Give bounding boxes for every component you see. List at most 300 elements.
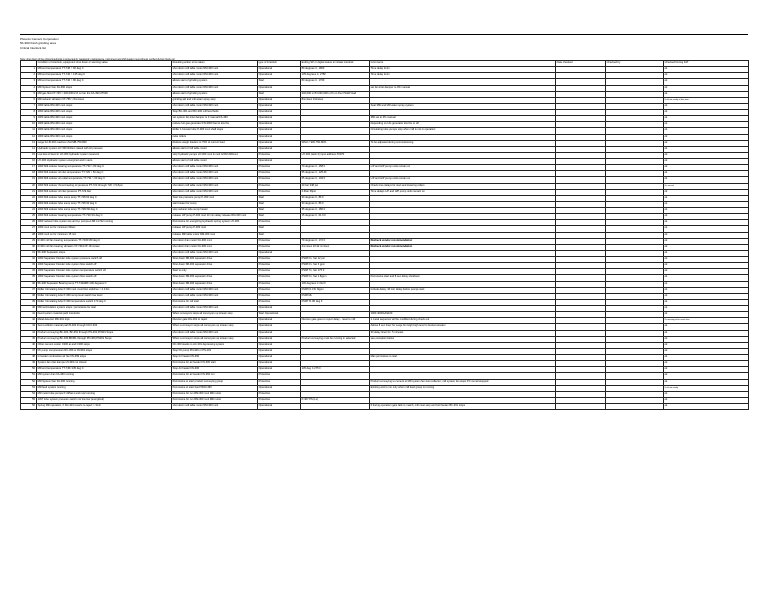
row-number[interactable]: 21 (21, 189, 37, 195)
action-cell[interactable]: Stop BC-301 and BC-300 mill feed belts (172, 110, 258, 116)
type-cell[interactable]: Protective (258, 287, 301, 293)
condition-cell[interactable]: surge bin B-302 reaches LSH MB-750-800 (37, 140, 172, 146)
action-cell[interactable]: set system fan inlet damper to 0 manual FA-360 (172, 116, 258, 122)
column-header[interactable]: type of interlock (258, 61, 301, 67)
type-cell[interactable]: Protective (258, 281, 301, 287)
condition-cell[interactable]: 1000 Mill reducer bearing temperature TT-733<16 deg C (37, 214, 172, 220)
action-cell[interactable]: shut down mill table motor RM-300 mo1 (172, 183, 258, 189)
fat-cell[interactable]: ok (664, 159, 749, 165)
type-cell[interactable]: Operational (258, 250, 301, 256)
type-cell[interactable]: Start (258, 195, 301, 201)
date-checked-cell[interactable] (556, 404, 606, 410)
row-number[interactable]: 53 (21, 385, 37, 391)
action-cell[interactable]: Stop for heater FN-300 (172, 355, 258, 361)
action-cell[interactable]: Start to only (172, 269, 258, 275)
type-cell[interactable]: Operational (258, 367, 301, 373)
condition-cell[interactable]: Metal detector MD-301 trips (37, 318, 172, 324)
row-number[interactable]: 48 (21, 355, 37, 361)
type-cell[interactable]: Operational (258, 128, 301, 134)
action-cell[interactable]: allows start of grinding system (172, 79, 258, 85)
condition-cell[interactable]: Other cement cooler C300 at and C300 stops (37, 342, 172, 348)
comments-cell[interactable]: Allows 8 sec timer for surge bin High-high level to buckel elevator (370, 324, 556, 330)
action-cell[interactable]: release Mill table motor RM-300 mo1 (172, 232, 258, 238)
setpoint-cell[interactable]: Diverter gate goes to reject delay - reset to mill (301, 318, 370, 324)
setpoint-cell[interactable]: FS08 ML (301, 293, 370, 299)
action-cell[interactable]: Shut down SB-300 separator drive (172, 275, 258, 281)
row-number[interactable]: 7 (21, 103, 37, 109)
setpoint-cell[interactable] (301, 404, 370, 410)
type-cell[interactable]: Start (258, 226, 301, 232)
fat-cell[interactable]: ok (664, 355, 749, 361)
row-number[interactable]: 56 (21, 404, 37, 410)
action-cell[interactable]: shut down mill table motor RM-300 mo1 (172, 103, 258, 109)
row-number[interactable]: 51 (21, 373, 37, 379)
row-number[interactable]: 16 (21, 159, 37, 165)
type-cell[interactable]: Protective (258, 165, 301, 171)
action-cell[interactable]: Shut down SB-300 separator drive (172, 257, 258, 263)
condition-cell[interactable]: 1000 table RM-300 mo1 stops (37, 103, 172, 109)
action-cell[interactable]: shut down mill table motor RM-300 mo1 (172, 67, 258, 73)
type-cell[interactable]: Protective (258, 293, 301, 299)
comments-cell[interactable]: Time delays L/P and H/P pump units remain on (370, 189, 556, 195)
fat-cell[interactable]: ok (664, 208, 749, 214)
type-cell[interactable]: Operational (258, 324, 301, 330)
fat-cell[interactable]: ok (664, 128, 749, 134)
setpoint-cell[interactable]: 4mm/sec 23.32 mm/sec (301, 244, 370, 250)
action-cell[interactable]: shut down mill table motor RM-300 mo1 (172, 404, 258, 410)
condition-cell[interactable]: Spring Mill operation, if DG-301 reverts to reject > 3min (37, 404, 172, 410)
type-cell[interactable]: Operational (258, 103, 301, 109)
comments-cell[interactable]: L/P and H/P pump units remain on (370, 165, 556, 171)
column-header[interactable]: Comments (370, 61, 556, 67)
fat-cell[interactable]: ok (664, 85, 749, 91)
comments-cell[interactable]: see exception below (370, 336, 556, 342)
row-number[interactable]: 2 (21, 73, 37, 79)
row-number[interactable]: 43 (21, 324, 37, 330)
row-number[interactable]: 29 (21, 238, 37, 244)
fat-cell[interactable]: ok (664, 293, 749, 299)
type-cell[interactable]: Operational (258, 85, 301, 91)
condition-cell[interactable]: 1000 Mill reducer thrust bearing oil pressure PT-722 through 726 <74.8psi (37, 183, 172, 189)
condition-cell[interactable]: 1000 mo1 on for minimum 60sec (37, 226, 172, 232)
row-number[interactable]: 22 (21, 195, 37, 201)
action-cell[interactable]: Shut down SB-300 separator drive (172, 263, 258, 269)
fat-cell[interactable]: ok (664, 226, 749, 232)
action-cell[interactable]: When conveyors stops all conveyors up stream stop (172, 312, 258, 318)
comments-cell[interactable]: Product conveying to cement to Mill system fan dust collector; mill system fan stops PC remail stopped (370, 379, 556, 385)
condition-cell[interactable]: 1000 Mill reducer lube sump temp TT-728<60 deg C (37, 208, 172, 214)
comments-cell[interactable]: Seal 380 and Mill water spray system (370, 103, 556, 109)
setpoint-cell[interactable]: 15 degrees C, 61.6 F (301, 214, 370, 220)
condition-cell[interactable]: 1000 Separator Flender lube system flow switch off (37, 263, 172, 269)
setpoint-cell[interactable]: WSH = 900-750-80% (301, 140, 370, 146)
row-number[interactable]: 1 (21, 67, 37, 73)
fat-cell[interactable]: ok (664, 134, 749, 140)
action-cell[interactable]: shut down mill table motor RM-300 mo1 (172, 306, 258, 312)
action-cell[interactable]: shut down mill table motor RM-300 mo1 (172, 293, 258, 299)
condition-cell[interactable]: Mill System Fan FA-360 stops (37, 85, 172, 91)
fat-cell[interactable]: ok (664, 91, 749, 97)
comments-cell[interactable]: Recheck vendor recommendation (370, 244, 556, 250)
action-cell[interactable]: Stop Air heater FN-300 (172, 367, 258, 373)
type-cell[interactable]: Operational (258, 348, 301, 354)
action-cell[interactable]: DC-300 stacks to AC-301 depressing system (172, 342, 258, 348)
column-header[interactable]: Ending SP or digital status to initiate interlock (301, 61, 370, 67)
fat-cell[interactable]: ok (664, 110, 749, 116)
action-cell[interactable]: When a conveyor stops all conveyors up stream stop (172, 324, 258, 330)
row-number[interactable]: 27 (21, 226, 37, 232)
row-number[interactable]: 45 (21, 336, 37, 342)
comments-cell[interactable]: Include delay; 40 min delay before pumps start (370, 287, 556, 293)
action-cell[interactable]: Roller 1 booster lube P-300 mo1 shaft stops (172, 128, 258, 134)
action-cell[interactable]: shut down mill table motor RM-300 mo1 (172, 250, 258, 256)
condition-cell[interactable]: 1000 Mill reducer lube sump temp TT-728 60 deg C (37, 195, 172, 201)
fat-cell[interactable]: ok (664, 189, 749, 195)
fat-cell[interactable]: ok (664, 257, 749, 263)
type-cell[interactable]: Operational (258, 318, 301, 324)
type-cell[interactable]: Protective (258, 177, 301, 183)
condition-cell[interactable]: Roller Circulating lube P-300 temperature switch 170 deg C (37, 299, 172, 305)
condition-cell[interactable]: 1000 table RM-300 mo1 stops (37, 116, 172, 122)
row-number[interactable]: 37 (21, 287, 37, 293)
condition-cell[interactable]: Product conveying BF-330,BF351 through PN-300,PN301 Stops (37, 336, 172, 342)
action-cell[interactable]: release HP pump P-300 mo2 10 min delay release RM-300 mo1 (172, 214, 258, 220)
type-cell[interactable]: Operational (258, 97, 301, 103)
row-number[interactable]: 52 (21, 379, 37, 385)
type-cell[interactable]: Operational (258, 385, 301, 391)
setpoint-cell[interactable]: HY-300 (tank 3) input address X0070 (301, 152, 370, 158)
row-number[interactable]: 54 (21, 391, 37, 397)
setpoint-cell[interactable]: 70 degrees C, 158 F (301, 165, 370, 171)
condition-cell[interactable]: 5K-300 Separator stops (37, 250, 172, 256)
comments-cell[interactable]: Time delay 2min (370, 73, 556, 79)
row-number[interactable]: 10 (21, 122, 37, 128)
row-number[interactable]: 12 (21, 134, 37, 140)
action-cell[interactable]: shut down mill table motor RM-300 mo1 (172, 177, 258, 183)
action-cell[interactable]: Permissive for run RM-300 mo1 Mill motor (172, 391, 258, 397)
condition-cell[interactable]: Roller Circulating lube P-300 mo1 must flow switches < 2.3 ltrs (37, 287, 172, 293)
setpoint-cell[interactable]: 30 degrees C, 86 F (301, 201, 370, 207)
setpoint-cell[interactable]: PS08 T1, Set 175 F (301, 269, 370, 275)
comments-cell[interactable]: Max permissive to start (370, 355, 556, 361)
type-cell[interactable]: Protective (258, 257, 301, 263)
type-cell[interactable]: Start Operational (258, 312, 301, 318)
row-number[interactable]: 13 (21, 140, 37, 146)
setpoint-cell[interactable]: Product conveying must be running in selected (301, 336, 370, 342)
setpoint-cell[interactable]: PS08 F1, Set 12 psi (301, 257, 370, 263)
comments-cell[interactable]: Existing and to run only when mill feed group is running (370, 385, 556, 391)
fat-cell[interactable]: ok (664, 250, 749, 256)
condition-cell[interactable]: R-300 mill fan bearing temperature TT-7430>80 deg C (37, 238, 172, 244)
condition-cell[interactable]: Low low oil level in HY-300 hydraulic system reservoir (37, 152, 172, 158)
type-cell[interactable]: Protective (258, 397, 301, 403)
setpoint-cell[interactable]: 30 degrees C, 86 F (301, 195, 370, 201)
fat-cell[interactable]: ok (664, 79, 749, 85)
row-number[interactable]: 33 (21, 263, 37, 269)
column-header[interactable]: Checked by (606, 61, 664, 67)
type-cell[interactable]: Operational (258, 116, 301, 122)
fat-cell[interactable]: ok (664, 232, 749, 238)
type-cell[interactable]: Operational (258, 336, 301, 342)
condition-cell[interactable]: R-300 mill fan bearing vibration VT-7410<8> 8mm/sec (37, 244, 172, 250)
fat-cell[interactable]: ok (664, 330, 749, 336)
condition-cell[interactable]: Roller Circulating lube P-300 sump level switch low level (37, 293, 172, 299)
action-cell[interactable]: Shut down SB-300 separator drive (172, 281, 258, 287)
fat-cell[interactable]: ok (664, 201, 749, 207)
fat-cell[interactable]: ok (664, 379, 749, 385)
row-number[interactable]: 31 (21, 250, 37, 256)
type-cell[interactable]: Operational (258, 342, 301, 348)
type-cell[interactable]: Start (258, 201, 301, 207)
setpoint-cell[interactable]: 80 degrees C, 180F (301, 67, 370, 73)
row-number[interactable]: 28 (21, 232, 37, 238)
action-cell[interactable]: shut down mill table motor RM-300 mo1 (172, 73, 258, 79)
fat-cell[interactable]: Un sur ed (664, 183, 749, 189)
column-header[interactable]: Resulting action to be taken (172, 61, 258, 67)
type-cell[interactable]: Protective (258, 244, 301, 250)
setpoint-cell[interactable]: 135 degrees C, 275F (301, 73, 370, 79)
fat-cell[interactable]: ok (664, 348, 749, 354)
type-cell[interactable]: Operational (258, 67, 301, 73)
type-cell[interactable]: Protective (258, 220, 301, 226)
action-cell[interactable]: shut down mill table motor RM-300 mo1 (172, 171, 258, 177)
row-number[interactable]: 47 (21, 348, 37, 354)
row-number[interactable]: 19 (21, 177, 37, 183)
type-cell[interactable]: Protective (258, 183, 301, 189)
row-number[interactable]: 36 (21, 281, 37, 287)
comments-cell[interactable]: L/P and H/P pump units remain on (370, 177, 556, 183)
fat-cell[interactable]: ok (664, 342, 749, 348)
action-cell[interactable]: Permissive to start feed 5K03-360 (172, 385, 258, 391)
fat-cell[interactable]: ok (664, 306, 749, 312)
row-number[interactable]: 11 (21, 128, 37, 134)
condition-cell[interactable]: Mill reducer vibration VT-756 > 8mm/sec (37, 97, 172, 103)
setpoint-cell[interactable]: P-307 PS (LL) (301, 397, 370, 403)
condition-cell[interactable]: 1000 Mill reducer oil inlet pressure PT-729 Alsi (37, 189, 172, 195)
fat-cell[interactable]: ok (664, 165, 749, 171)
type-cell[interactable]: Protective (258, 171, 301, 177)
checked-by-cell[interactable] (606, 404, 664, 410)
setpoint-cell[interactable]: PS08 F1, Set 3 gpm (301, 263, 370, 269)
comments-cell[interactable]: Circulating lube pumps stop when mill is not in operation (370, 128, 556, 134)
type-cell[interactable]: Protective (258, 373, 301, 379)
setpoint-cell[interactable]: FS08 F1 FR. 8gpm (301, 287, 370, 293)
row-number[interactable]: 44 (21, 330, 37, 336)
fat-cell[interactable]: ok (664, 361, 749, 367)
row-number[interactable]: 25 (21, 214, 37, 220)
action-cell[interactable]: raise rollers (172, 134, 258, 140)
row-number[interactable]: 34 (21, 269, 37, 275)
column-header[interactable]: Checked During FAT (664, 61, 749, 67)
condition-cell[interactable]: Mill end temperature TT-746 > 80 deg C (37, 79, 172, 85)
fat-cell[interactable]: ok (664, 214, 749, 220)
condition-cell[interactable]: 1307 lube system pressure switch not low low (energized) (37, 397, 172, 403)
condition-cell[interactable]: 1000 table RM-300 mo1 stops (37, 122, 172, 128)
comments-cell[interactable]: set fan inlet damper to 0% manual (370, 85, 556, 91)
action-cell[interactable]: reduce hot gas generator FN-3000 fuel to low fire (172, 122, 258, 128)
type-cell[interactable]: Operational (258, 146, 301, 152)
setpoint-cell[interactable]: 80 degrees C, 176F (301, 79, 370, 85)
action-cell[interactable]: start heater for sump (172, 201, 258, 207)
fat-cell[interactable]: ok (664, 122, 749, 128)
row-number[interactable]: 50 (21, 367, 37, 373)
condition-cell[interactable]: Feed system material path interlocks (37, 312, 172, 318)
condition-cell[interactable]: 1000 table RM-300 mo1 stops (37, 134, 172, 140)
action-cell[interactable]: Permissive for energizing Hydraulic spring system HY-300 (172, 220, 258, 226)
condition-cell[interactable]: FK pump compressors RC-360 or RC361 stops (37, 348, 172, 354)
condition-cell[interactable]: Hydraulic system HY-300 Rollers raised with HI pressure (37, 146, 172, 152)
setpoint-cell[interactable]: 240,000 m³/h=240,000 m³/h on Kw<70/kW load (301, 91, 370, 97)
fat-cell[interactable]: ok (664, 103, 749, 109)
condition-cell[interactable]: 1000 reducer lube system Hp and Lp pumps+LSB mo742 running (37, 220, 172, 226)
type-cell[interactable]: Protective (258, 238, 301, 244)
action-cell[interactable]: allows start of grinding system (172, 91, 258, 97)
fat-cell[interactable]: ok (664, 281, 749, 287)
type-cell[interactable]: Operational (258, 404, 301, 410)
row-number[interactable]: 55 (21, 397, 37, 403)
fat-cell[interactable]: ok (664, 195, 749, 201)
type-cell[interactable]: Operational (258, 73, 301, 79)
type-cell[interactable]: Start (258, 214, 301, 220)
fat-cell[interactable]: ok (664, 67, 749, 73)
row-number[interactable]: 6 (21, 97, 37, 103)
condition-cell[interactable]: 1000 Separator Flender lube system temperature switch off (37, 269, 172, 275)
fat-cell[interactable]: ok (664, 287, 749, 293)
fat-cell[interactable]: Until not ready (664, 385, 749, 391)
fat-cell[interactable]: ok (664, 324, 749, 330)
condition-cell[interactable]: Mill System Fan FA-360 running (37, 379, 172, 385)
row-number[interactable]: 26 (21, 220, 37, 226)
type-cell[interactable]: Operational (258, 306, 301, 312)
condition-cell[interactable]: Product conveying BF-304, BF-351 through PN-300,PN301 Stops (37, 330, 172, 336)
comments-cell[interactable]: 30 delay timer for .5 minutes (370, 330, 556, 336)
setpoint-cell[interactable]: PS08 F1, Set 1.8gpm (301, 275, 370, 281)
condition-cell[interactable]: Mill gas flow FT-745 < 240,000m³/h on fan the FA-390 ZT026 (37, 91, 172, 97)
fat-cell[interactable]: Until not ready at this time (664, 97, 749, 103)
setpoint-cell[interactable]: 100 degrees C 212 F (301, 281, 370, 287)
condition-cell[interactable]: 1000 Mill reducer bearing temperature TT-733 > 80 deg C (37, 165, 172, 171)
fat-cell[interactable]: ok (664, 116, 749, 122)
row-number[interactable]: 39 (21, 299, 37, 305)
column-header[interactable]: Condition of interlock, equipment shut down or warning value (37, 61, 172, 67)
row-number[interactable]: 8 (21, 110, 37, 116)
condition-cell[interactable]: 1000 table RM-300 mo1 stops (37, 128, 172, 134)
action-cell[interactable]: grinding aid and mill water spray stop (172, 97, 258, 103)
condition-cell[interactable]: 1000 Mill reducer oil outlet temperature TT-731 > 60 deg C (37, 177, 172, 183)
action-cell[interactable]: Diverter gate DG-301 to reject (172, 318, 258, 324)
fat-cell[interactable]: ok (664, 312, 749, 318)
condition-cell[interactable]: HY-300 Hydraulic system energized and in auto (37, 159, 172, 165)
fat-cell[interactable]: ok (664, 220, 749, 226)
action-cell[interactable]: Stop FK pump PN-300 or PN-301 (172, 348, 258, 354)
action-cell[interactable]: Reduce weigh feeders to 75% of current feed (172, 140, 258, 146)
row-number[interactable]: 38 (21, 293, 37, 299)
action-cell[interactable]: Permissive for air feeder FN-300 start (172, 361, 258, 367)
row-number[interactable]: 20 (21, 183, 37, 189)
fat-cell[interactable]: ok (664, 275, 749, 281)
row-number[interactable]: 41 (21, 312, 37, 318)
fat-cell[interactable]: ok (664, 171, 749, 177)
action-cell[interactable]: allows start of mill table motor (172, 159, 258, 165)
condition-cell[interactable]: 1000 table RM-300 mo1 stops (37, 110, 172, 116)
action-cell[interactable]: shut down Fan motor FA-300 mo1 (172, 244, 258, 250)
condition-cell[interactable]: Mill system Fan FA-360 running (37, 373, 172, 379)
action-cell[interactable]: shut down Fan motor FA-300 mo1 (172, 238, 258, 244)
condition-cell[interactable]: Mill motor lube pumps P-325ac1 and mo2 running (37, 391, 172, 397)
type-cell[interactable]: Protective (258, 152, 301, 158)
condition-cell[interactable]: 1000 Mill reducer lube sump temp TT-728 30 deg C (37, 201, 172, 207)
condition-cell[interactable]: System fan inlet damper ZI-393 not closed (37, 361, 172, 367)
action-cell[interactable]: Permissive for roll start (172, 299, 258, 305)
fat-cell[interactable]: ok (664, 140, 749, 146)
column-header[interactable]: Date checked (556, 61, 606, 67)
condition-cell[interactable]: Mill feed system running (37, 385, 172, 391)
comments-cell[interactable]: 1 metal sequence will be modified during check out (370, 318, 556, 324)
type-cell[interactable]: Protective (258, 275, 301, 281)
action-cell[interactable]: allows start of mill table motor (172, 146, 258, 152)
row-number[interactable]: 4 (21, 85, 37, 91)
type-cell[interactable]: Protective (258, 391, 301, 397)
fat-cell[interactable]: ok (664, 177, 749, 183)
row-number[interactable]: 40 (21, 306, 37, 312)
row-number[interactable]: 5 (21, 91, 37, 97)
action-cell[interactable]: Permissive for run RM-300 mo1 Mill motor (172, 397, 258, 403)
row-number[interactable]: 32 (21, 257, 37, 263)
type-cell[interactable]: Protective (258, 189, 301, 195)
type-cell[interactable]: Start (258, 232, 301, 238)
condition-cell[interactable]: 1000 Separator Flender lube system pressure switch off (37, 257, 172, 263)
comments-cell[interactable]: Check time delays for start and lowering rollers (370, 183, 556, 189)
fat-cell[interactable]: ok (664, 391, 749, 397)
comments-cell[interactable]: Depending on HG generator low fire or off (370, 122, 556, 128)
comments-cell[interactable]: If during operation gate fails to match; mill must stop and belt feeder BC-301 stops (370, 404, 556, 410)
fat-cell[interactable]: ok (664, 404, 749, 410)
condition-cell[interactable]: Mill recirculation system stops / permissive for start (37, 306, 172, 312)
row-number[interactable]: 35 (21, 275, 37, 281)
action-cell[interactable]: stop reducer lube sump heater (172, 208, 258, 214)
type-cell[interactable]: Operational (258, 110, 301, 116)
setpoint-cell[interactable]: 55 degrees C, 125.2F (301, 171, 370, 177)
row-number[interactable]: 49 (21, 361, 37, 367)
setpoint-cell[interactable]: 135 deg C 275 F (301, 367, 370, 373)
fat-cell[interactable]: Un-moving to be reset also (664, 318, 749, 324)
comments-cell[interactable]: To be adjusted during commissioning (370, 140, 556, 146)
row-number[interactable]: 14 (21, 146, 37, 152)
action-cell[interactable]: shut down mill table motor RM-300 mo1 (172, 165, 258, 171)
fat-cell[interactable]: ok (664, 244, 749, 250)
comments-cell[interactable]: Recheck vendor recommendation (370, 238, 556, 244)
row-number[interactable]: 17 (21, 165, 37, 171)
fat-cell[interactable]: ok (664, 373, 749, 379)
type-cell[interactable]: Operational (258, 122, 301, 128)
condition-cell[interactable]: In feeder combustion air fan FN-399 stops (37, 355, 172, 361)
row-number[interactable]: 18 (21, 171, 37, 177)
fat-cell[interactable]: ok (664, 263, 749, 269)
type-cell[interactable]: Operational (258, 140, 301, 146)
fat-cell[interactable]: ok (664, 299, 749, 305)
setpoint-cell[interactable]: 35 degrees C, 180 F (301, 208, 370, 214)
action-cell[interactable]: stop hydraulic pumps HY-300 mo1 & mo2 & RM-300mo1 (172, 152, 258, 158)
setpoint-cell[interactable]: 8mm/sec 1/4in/sec (301, 97, 370, 103)
action-cell[interactable]: When a conveyor stops all conveyors up stream stop (172, 336, 258, 342)
fat-cell[interactable]: ok (664, 238, 749, 244)
condition-cell[interactable]: Mill end temperature TT-746<135 deg C (37, 367, 172, 373)
fat-cell[interactable]: ok (664, 73, 749, 79)
action-cell[interactable]: shut down mill table motor RM-300 mo1 (172, 189, 258, 195)
type-cell[interactable]: Protective (258, 269, 301, 275)
fat-cell[interactable]: ok (664, 367, 749, 373)
fat-cell[interactable]: ok (664, 269, 749, 275)
